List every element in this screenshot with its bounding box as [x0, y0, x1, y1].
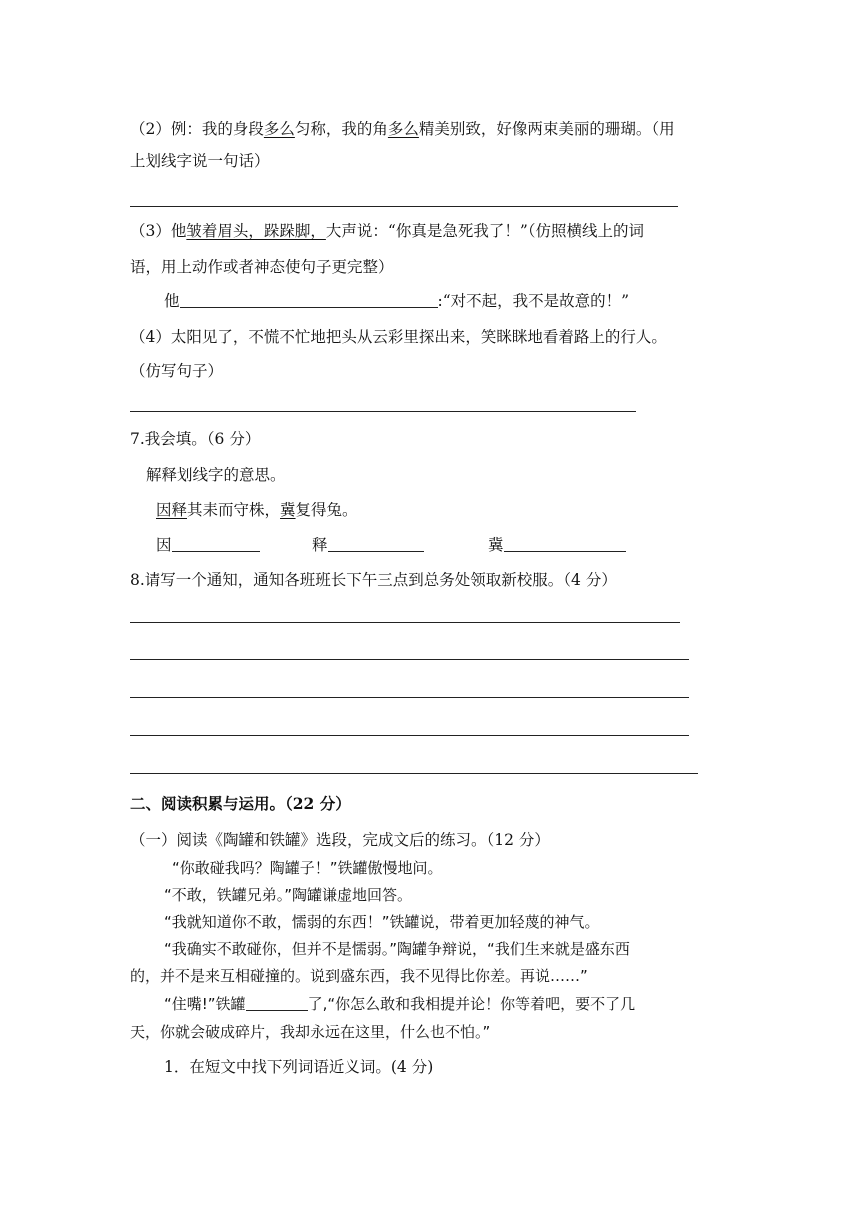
answer-blank[interactable] — [504, 536, 626, 552]
answer-line[interactable] — [130, 659, 689, 660]
underlined-word: 多么 — [263, 120, 295, 138]
passage-paragraph-5: “住嘴!”铁罐 了,“你怎么敢和我相提并论！你等着吧，要不了几 — [164, 995, 636, 1013]
answer-blank[interactable] — [246, 995, 308, 1011]
passage-paragraph-2: “不敢，铁罐兄弟。”陶罐谦虚地回答。 — [164, 886, 413, 904]
q6-item2-line1: （2）例：我的身段多么匀称，我的角多么精美别致，好像两束美丽的珊瑚。（用 — [130, 120, 675, 138]
q7-blank-1: 因 — [156, 534, 260, 556]
q7-sentence: 因释其耒而守株，冀复得兔。 — [156, 501, 358, 519]
passage-paragraph-3: “我就知道你不敢，懦弱的东西！”铁罐说，带着更加轻蔑的神气。 — [164, 913, 600, 931]
q7-title: 7.我会填。（6 分） — [130, 430, 261, 448]
answer-blank[interactable] — [328, 536, 424, 552]
passage-paragraph-5-cont: 天，你就会破成碎片，我却永远在这里，什么也不怕。” — [130, 1023, 491, 1041]
answer-line[interactable] — [130, 411, 636, 412]
q7-blank-2: 释 — [312, 534, 424, 556]
answer-line[interactable] — [130, 773, 698, 774]
q6-item2-line2: 上划线字说一句话） — [130, 152, 270, 170]
section2-title: 二、阅读积累与运用。（22 分） — [130, 794, 351, 813]
answer-blank[interactable] — [172, 536, 260, 552]
sub-question-1: 1．在短文中找下列词语近义词。(4 分) — [164, 1058, 434, 1076]
q6-item3-line1: （3）他皱着眉头，跺跺脚，大声说：“你真是急死我了！”（仿照横线上的词 — [130, 222, 644, 240]
answer-line[interactable] — [130, 206, 678, 207]
q7-blank-3: 冀 — [488, 534, 626, 556]
answer-line[interactable] — [130, 697, 689, 698]
q6-item4-line2: （仿写句子） — [130, 362, 224, 380]
q6-item3-line2: 语，用上动作或者神态使句子更完整） — [130, 258, 394, 276]
answer-line[interactable] — [130, 735, 689, 736]
passage-paragraph-4-cont: 的，并不是来互相碰撞的。说到盛东西，我不见得比你差。再说……” — [130, 967, 588, 985]
answer-line[interactable] — [130, 622, 680, 623]
underlined-word: 因释 — [156, 501, 188, 519]
underlined-word: 多么 — [387, 120, 419, 138]
q6-item4-line1: （4）太阳见了，不慌不忙地把头从云彩里探出来，笑眯眯地看着路上的行人。 — [130, 328, 667, 346]
q8-title: 8.请写一个通知，通知各班班长下午三点到总务处领取新校服。（4 分） — [130, 571, 617, 589]
passage-paragraph-4: “我确实不敢碰你，但并不是懦弱。”陶罐争辩说，“我们生来就是盛东西 — [164, 940, 630, 958]
q6-item3-line3: 他 :“对不起，我不是故意的！” — [164, 292, 630, 310]
underlined-word: 冀 — [280, 501, 296, 519]
q7-instruction: 解释划线字的意思。 — [146, 466, 286, 484]
part1-title: （一）阅读《陶罐和铁罐》选段，完成文后的练习。（12 分） — [130, 831, 550, 849]
underlined-phrase: 皱着眉头，跺跺脚， — [186, 222, 326, 240]
answer-blank[interactable] — [180, 292, 438, 308]
passage-paragraph-1: “你敢碰我吗？陶罐子！”铁罐傲慢地问。 — [172, 859, 443, 877]
